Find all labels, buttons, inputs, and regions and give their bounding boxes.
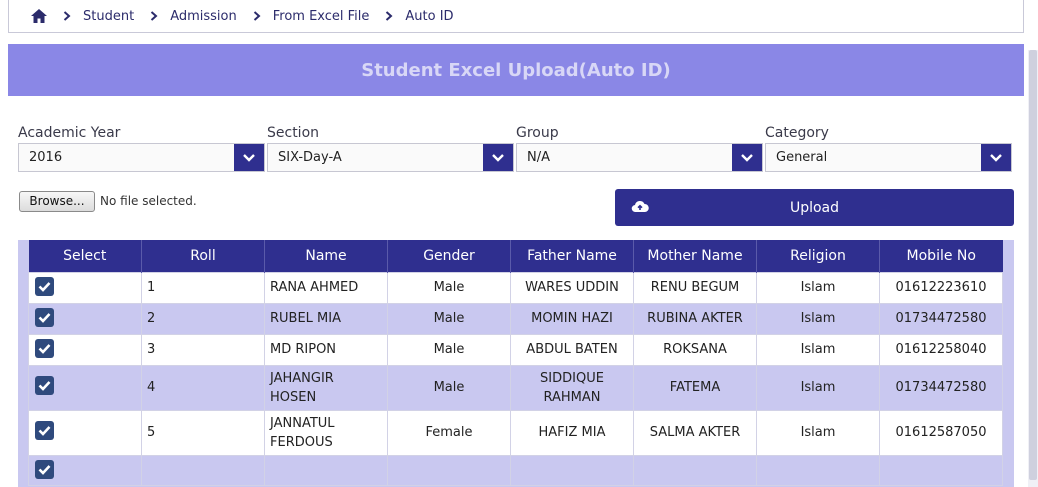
table-header-row [29, 240, 1003, 272]
name-cell: JAHANGIR HOSEN [265, 365, 388, 410]
table-row [29, 455, 1003, 485]
select-cell [29, 303, 142, 334]
mother-name-cell: SALMA AKTER [634, 410, 757, 455]
mobile-cell: 01612587050 [880, 410, 1003, 455]
section-filter [267, 124, 514, 172]
column-header-name: Name [265, 240, 388, 272]
father-name-cell: ABDUL BATEN [511, 334, 634, 365]
browse-button[interactable]: Browse... [19, 191, 95, 212]
checkmark-icon [35, 460, 54, 479]
mobile-cell: 01612258040 [880, 334, 1003, 365]
select-cell [29, 365, 142, 410]
chevron-down-icon[interactable] [981, 144, 1011, 171]
column-header-mobile-no: Mobile No [880, 240, 1003, 272]
breadcrumb-student[interactable]: Student [83, 8, 135, 24]
checkmark-icon [35, 277, 54, 296]
name-cell: JANNATUL FERDOUS [265, 410, 388, 455]
chevron-right-icon [150, 11, 158, 21]
mobile-cell [880, 455, 1003, 485]
name-cell [265, 455, 388, 485]
row-checkbox[interactable] [35, 277, 54, 296]
checkmark-icon [35, 308, 54, 327]
academic-year-select[interactable] [18, 143, 265, 172]
chevron-down-icon[interactable] [234, 144, 264, 171]
mother-name-cell: ROKSANA [634, 334, 757, 365]
page-header [8, 44, 1024, 96]
chevron-right-icon [253, 11, 261, 21]
breadcrumb [8, 0, 1024, 33]
group-filter [516, 124, 763, 172]
row-checkbox[interactable] [35, 460, 54, 479]
mobile-cell: 01612223610 [880, 272, 1003, 303]
select-cell [29, 410, 142, 455]
father-name-cell [511, 455, 634, 485]
mother-name-cell: RUBINA AKTER [634, 303, 757, 334]
upload-label: Upload [789, 199, 840, 216]
breadcrumb-auto-id: Auto ID [405, 8, 454, 24]
father-name-cell: MOMIN HAZI [511, 303, 634, 334]
group-value: N/A [527, 150, 550, 165]
roll-cell: 5 [142, 410, 265, 455]
table-row [29, 272, 1003, 303]
roll-cell [142, 455, 265, 485]
name-cell: MD RIPON [265, 334, 388, 365]
mother-name-cell: RENU BEGUM [634, 272, 757, 303]
row-checkbox[interactable] [35, 376, 54, 395]
section-value: SIX-Day-A [278, 150, 342, 165]
roll-cell: 3 [142, 334, 265, 365]
checkmark-icon [35, 376, 54, 395]
gender-cell: Male [388, 303, 511, 334]
gender-cell: Male [388, 272, 511, 303]
mobile-cell: 01734472580 [880, 365, 1003, 410]
column-header-religion: Religion [757, 240, 880, 272]
column-header-gender: Gender [388, 240, 511, 272]
student-table [28, 240, 1003, 486]
column-header-roll: Roll [142, 240, 265, 272]
gender-cell: Male [388, 365, 511, 410]
academic-year-filter [18, 124, 265, 172]
checkmark-icon [35, 339, 54, 358]
upload-button[interactable] [615, 189, 1014, 226]
mother-name-cell: FATEMA [634, 365, 757, 410]
file-status: No file selected. [100, 194, 197, 208]
page-title: Student Excel Upload(Auto ID) [361, 59, 671, 81]
mobile-cell: 01734472580 [880, 303, 1003, 334]
table-row [29, 303, 1003, 334]
academic-year-value: 2016 [29, 150, 63, 165]
group-label: Group [516, 125, 559, 141]
roll-cell: 1 [142, 272, 265, 303]
category-value: General [776, 150, 828, 165]
breadcrumb-admission[interactable]: Admission [170, 8, 237, 24]
column-header-father-name: Father Name [511, 240, 634, 272]
table-row [29, 410, 1003, 455]
table-row [29, 365, 1003, 410]
name-cell: RANA AHMED [265, 272, 388, 303]
father-name-cell: HAFIZ MIA [511, 410, 634, 455]
row-checkbox[interactable] [35, 339, 54, 358]
roll-cell: 2 [142, 303, 265, 334]
father-name-cell: WARES UDDIN [511, 272, 634, 303]
mother-name-cell [634, 455, 757, 485]
chevron-down-icon[interactable] [483, 144, 513, 171]
roll-cell: 4 [142, 365, 265, 410]
chevron-right-icon [385, 11, 393, 21]
father-name-cell: SIDDIQUE RAHMAN [511, 365, 634, 410]
gender-cell: Male [388, 334, 511, 365]
academic-year-label: Academic Year [18, 125, 121, 141]
column-header-select: Select [29, 240, 142, 272]
cloud-upload-icon [631, 199, 649, 215]
table-row [29, 334, 1003, 365]
category-label: Category [765, 125, 829, 141]
gender-cell: Female [388, 410, 511, 455]
category-filter [765, 124, 1012, 172]
religion-cell: Islam [757, 365, 880, 410]
section-label: Section [267, 125, 320, 141]
checkmark-icon [35, 421, 54, 440]
religion-cell [757, 455, 880, 485]
home-icon[interactable] [29, 6, 49, 26]
category-select[interactable] [765, 143, 1012, 172]
row-checkbox[interactable] [35, 308, 54, 327]
religion-cell: Islam [757, 410, 880, 455]
religion-cell: Islam [757, 334, 880, 365]
column-header-mother-name: Mother Name [634, 240, 757, 272]
section-select[interactable] [267, 143, 514, 172]
religion-cell: Islam [757, 303, 880, 334]
select-cell [29, 334, 142, 365]
scrollbar-thumb[interactable] [1029, 50, 1037, 480]
breadcrumb-from-excel-file[interactable]: From Excel File [272, 8, 370, 24]
gender-cell [388, 455, 511, 485]
chevron-down-icon[interactable] [732, 144, 762, 171]
select-cell [29, 272, 142, 303]
row-checkbox[interactable] [35, 421, 54, 440]
chevron-right-icon [63, 11, 71, 21]
name-cell: RUBEL MIA [265, 303, 388, 334]
religion-cell: Islam [757, 272, 880, 303]
group-select[interactable] [516, 143, 763, 172]
select-cell [29, 455, 142, 485]
student-table-container [18, 240, 1014, 487]
